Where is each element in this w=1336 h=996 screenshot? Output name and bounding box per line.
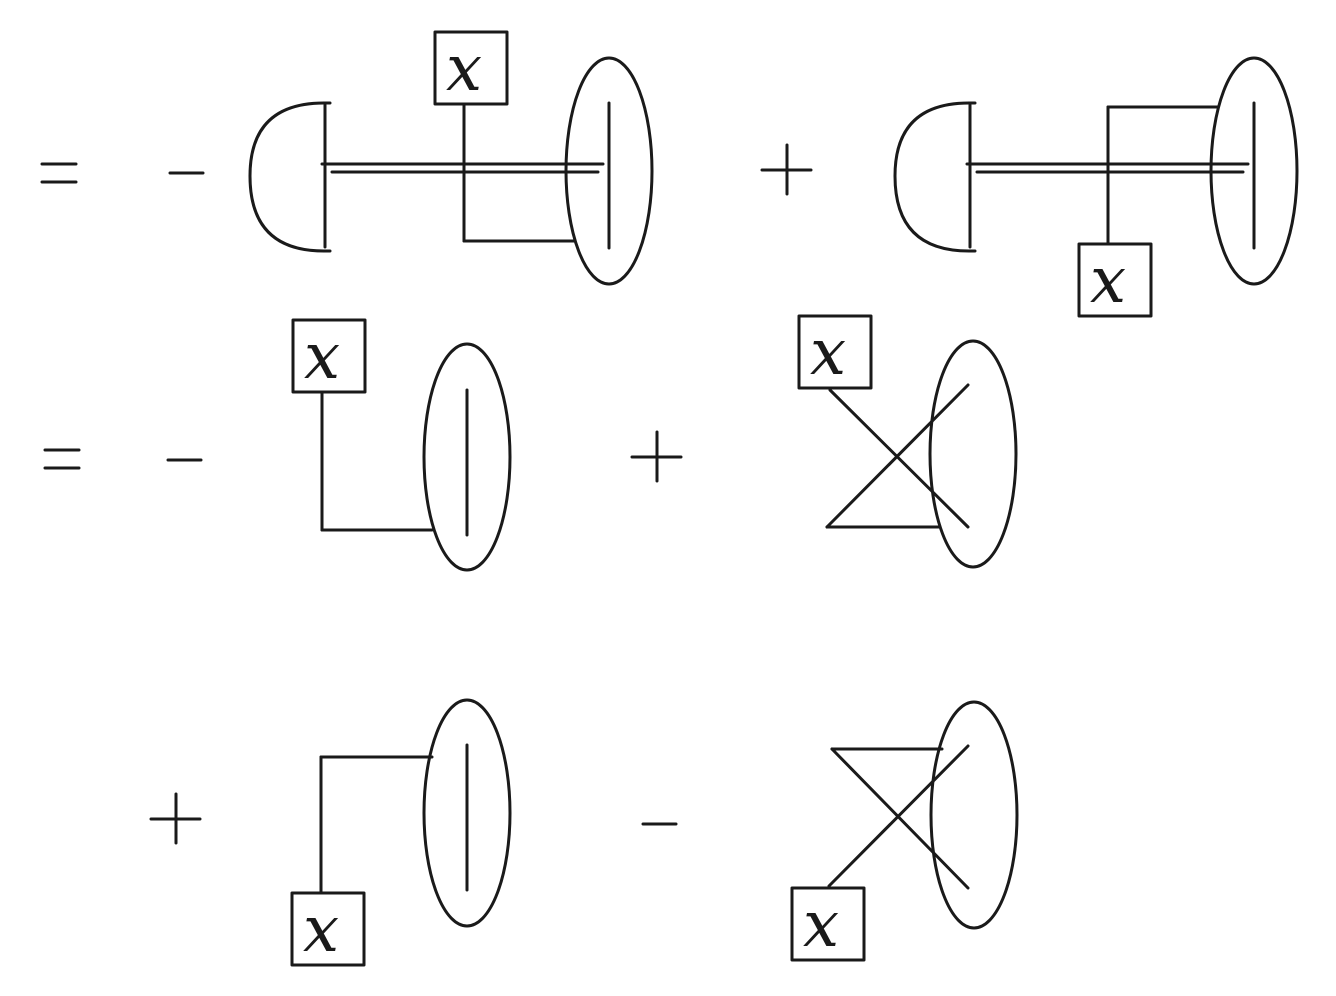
ellipse-shape xyxy=(931,702,1017,928)
cross-line xyxy=(830,390,968,527)
term-3-2 xyxy=(792,702,1017,962)
x-symbol: x xyxy=(304,320,341,394)
half-disk-shape xyxy=(250,103,330,251)
x-symbol: x xyxy=(446,32,483,106)
x-symbol: x xyxy=(810,316,847,390)
row-1 xyxy=(42,32,1297,318)
row-2 xyxy=(45,316,1016,570)
plus-sign xyxy=(151,794,200,843)
x-symbol: x xyxy=(303,893,340,967)
term-1-1 xyxy=(250,32,652,284)
cross-line xyxy=(832,749,968,888)
term-2-1 xyxy=(293,320,510,570)
term-1-2 xyxy=(895,58,1297,318)
x-symbol: x xyxy=(1090,244,1127,318)
equals-sign xyxy=(45,450,79,468)
term-3-1 xyxy=(292,700,510,967)
half-disk-shape xyxy=(895,103,975,251)
term-2-2 xyxy=(799,316,1016,567)
equals-sign xyxy=(42,164,76,182)
ellipse-shape xyxy=(930,341,1016,567)
plus-sign xyxy=(632,432,681,481)
x-symbol: x xyxy=(803,888,840,962)
plus-sign xyxy=(762,145,811,194)
row-3 xyxy=(151,700,1017,967)
